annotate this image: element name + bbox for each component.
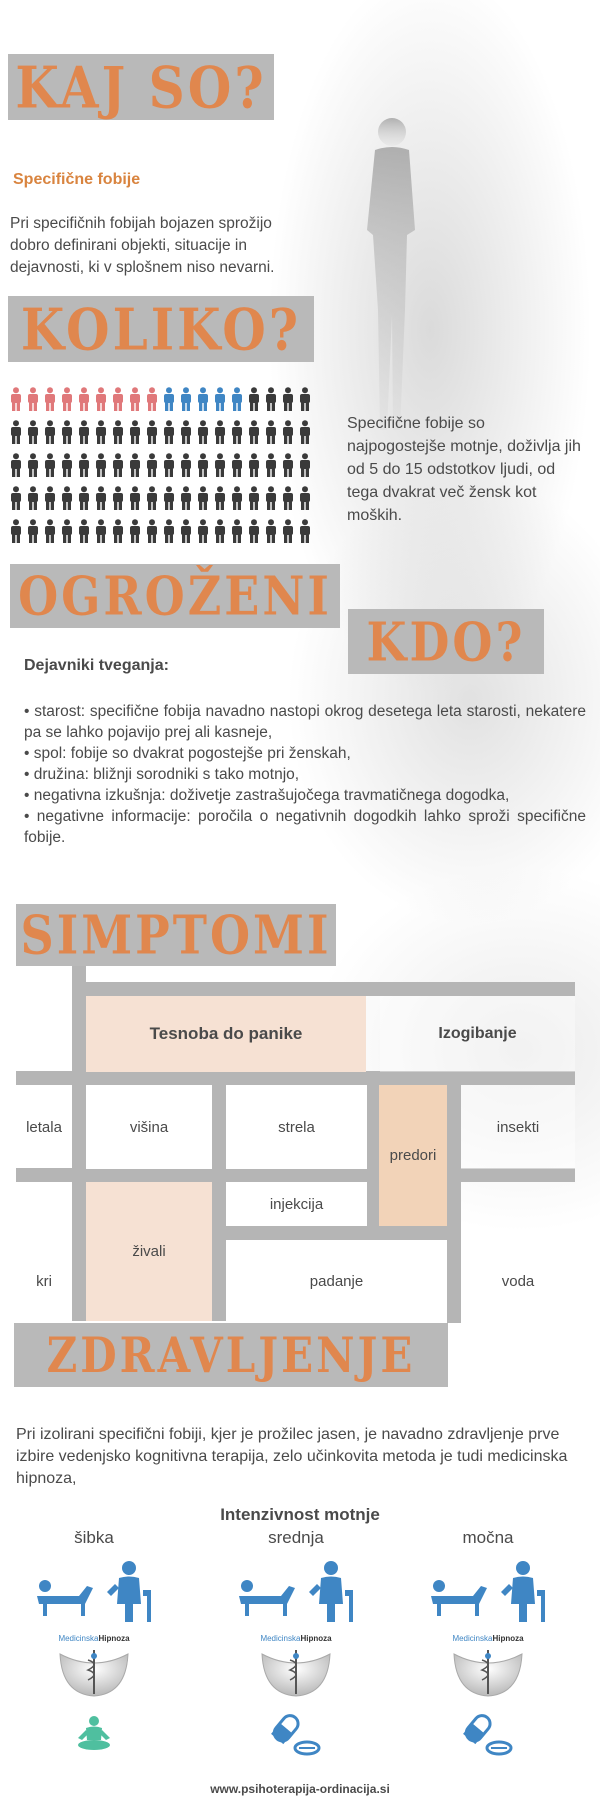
- person-neutral-icon: [297, 387, 313, 411]
- person-female-icon: [127, 387, 143, 411]
- person-male-icon: [178, 387, 194, 411]
- person-neutral-icon: [229, 486, 245, 510]
- person-neutral-icon: [178, 486, 194, 510]
- person-neutral-icon: [161, 486, 177, 510]
- cell-letala: letala: [26, 1118, 62, 1136]
- person-neutral-icon: [212, 486, 228, 510]
- person-neutral-icon: [280, 420, 296, 444]
- cell-predori: predori: [379, 1085, 447, 1226]
- person-neutral-icon: [178, 453, 194, 477]
- person-neutral-icon: [144, 486, 160, 510]
- intensity-column: [206, 1528, 386, 1756]
- person-neutral-icon: [76, 453, 92, 477]
- person-male-icon: [212, 387, 228, 411]
- cell-injekcija: injekcija: [226, 1182, 367, 1226]
- heading-simptomi: SIMPTOMI: [16, 904, 336, 966]
- cell-padanje: padanje: [226, 1240, 447, 1323]
- person-neutral-icon: [25, 420, 41, 444]
- person-female-icon: [25, 387, 41, 411]
- person-neutral-icon: [212, 453, 228, 477]
- person-neutral-icon: [59, 420, 75, 444]
- medicinska-hipnoza-logo: [256, 1634, 336, 1700]
- person-neutral-icon: [93, 486, 109, 510]
- person-neutral-icon: [263, 387, 279, 411]
- person-neutral-icon: [229, 519, 245, 543]
- risk-factors-title: Dejavniki tveganja:: [24, 657, 169, 674]
- heading-ogrozeni: OGROŽENI: [10, 564, 340, 628]
- cell-strela: strela: [226, 1085, 367, 1169]
- person-female-icon: [59, 387, 75, 411]
- intensity-column: [4, 1528, 184, 1754]
- person-neutral-icon: [246, 387, 262, 411]
- medication-pills-icon: [269, 1712, 323, 1756]
- person-neutral-icon: [246, 486, 262, 510]
- person-neutral-icon: [42, 486, 58, 510]
- person-neutral-icon: [263, 519, 279, 543]
- person-neutral-icon: [42, 453, 58, 477]
- person-neutral-icon: [110, 420, 126, 444]
- text-kaj-so: Pri specifičnih fobijah bojazen sprožijo dobro definirani objekti, situacije in dejavnosti, ki v splošnem niso nevarni.: [10, 215, 275, 276]
- person-neutral-icon: [127, 453, 143, 477]
- person-neutral-icon: [25, 519, 41, 543]
- person-female-icon: [42, 387, 58, 411]
- person-neutral-icon: [212, 420, 228, 444]
- person-neutral-icon: [263, 486, 279, 510]
- therapy-session-icon: [423, 1560, 553, 1624]
- person-neutral-icon: [144, 519, 160, 543]
- risk-factor-item: • negativna izkušnja: doživetje zastrašujočega travmatičnega dogodka,: [24, 787, 510, 804]
- person-neutral-icon: [297, 420, 313, 444]
- person-neutral-icon: [59, 519, 75, 543]
- intensity-level-label: šibka: [74, 1528, 114, 1547]
- risk-factor-item: • družina: bližnji sorodniki s tako motnjo,: [24, 766, 300, 783]
- person-neutral-icon: [246, 453, 262, 477]
- person-neutral-icon: [59, 453, 75, 477]
- person-neutral-icon: [246, 519, 262, 543]
- risk-factor-item: • spol: fobije so dvakrat pogostejše pri ženskah,: [24, 745, 351, 762]
- person-neutral-icon: [229, 420, 245, 444]
- person-neutral-icon: [212, 519, 228, 543]
- person-neutral-icon: [195, 420, 211, 444]
- person-neutral-icon: [25, 453, 41, 477]
- logo-text-medicinska: Medicinska: [260, 1634, 301, 1643]
- risk-factors-list: [24, 701, 586, 848]
- person-neutral-icon: [246, 420, 262, 444]
- logo-text-medicinska: Medicinska: [452, 1634, 493, 1643]
- person-neutral-icon: [42, 519, 58, 543]
- person-neutral-icon: [144, 420, 160, 444]
- person-neutral-icon: [8, 486, 24, 510]
- person-neutral-icon: [8, 453, 24, 477]
- person-neutral-icon: [178, 420, 194, 444]
- risk-factor-item: • starost: specifične fobija navadno nastopi okrog desetega leta starosti, nekatere pa se lahko pojavijo prej ali kasneje,: [24, 703, 586, 741]
- heading-koliko: KOLIKO?: [8, 296, 314, 362]
- cell-voda: voda: [501, 1273, 535, 1290]
- person-neutral-icon: [8, 519, 24, 543]
- hypnosis-emblem-icon: [256, 1634, 336, 1700]
- footer-url[interactable]: www.psihoterapija-ordinacija.si: [210, 1782, 390, 1796]
- person-neutral-icon: [280, 387, 296, 411]
- medicinska-hipnoza-logo: [448, 1634, 528, 1700]
- heading-zdravljenje: ZDRAVLJENJE: [14, 1323, 448, 1387]
- person-neutral-icon: [110, 519, 126, 543]
- text-koliko: Specifične fobije so najpogostejše motnje, doživlja jih od 5 do 15 odstotkov ljudi, od tega dvakrat več žensk kot moških.: [347, 415, 581, 524]
- person-neutral-icon: [195, 486, 211, 510]
- medication-pills-icon: [461, 1712, 515, 1756]
- person-neutral-icon: [178, 519, 194, 543]
- person-neutral-icon: [144, 453, 160, 477]
- therapy-session-icon: [29, 1560, 159, 1624]
- cell-tesnoba-do-panike: Tesnoba do panike: [86, 996, 366, 1072]
- person-neutral-icon: [127, 519, 143, 543]
- cell-kri: kri: [36, 1273, 52, 1290]
- person-neutral-icon: [59, 486, 75, 510]
- cell-insekti: insekti: [461, 1085, 575, 1169]
- logo-text-hipnoza: Hipnoza: [98, 1634, 130, 1643]
- medicinska-hipnoza-logo: [54, 1634, 134, 1700]
- hypnosis-emblem-icon: [54, 1634, 134, 1700]
- person-neutral-icon: [263, 420, 279, 444]
- person-neutral-icon: [297, 486, 313, 510]
- person-neutral-icon: [8, 420, 24, 444]
- person-female-icon: [144, 387, 160, 411]
- person-neutral-icon: [263, 453, 279, 477]
- person-neutral-icon: [127, 486, 143, 510]
- therapy-session-icon: [231, 1560, 361, 1624]
- person-female-icon: [8, 387, 24, 411]
- person-male-icon: [229, 387, 245, 411]
- person-neutral-icon: [76, 486, 92, 510]
- person-neutral-icon: [280, 453, 296, 477]
- person-neutral-icon: [42, 420, 58, 444]
- subtitle-specific-phobias: Specifične fobije: [13, 171, 141, 188]
- logo-text-hipnoza: Hipnoza: [300, 1634, 332, 1643]
- person-neutral-icon: [161, 453, 177, 477]
- person-neutral-icon: [25, 486, 41, 510]
- person-neutral-icon: [280, 519, 296, 543]
- person-neutral-icon: [93, 453, 109, 477]
- intensity-level-label: srednja: [268, 1528, 324, 1547]
- person-neutral-icon: [229, 453, 245, 477]
- person-neutral-icon: [110, 453, 126, 477]
- person-male-icon: [161, 387, 177, 411]
- person-neutral-icon: [297, 519, 313, 543]
- person-neutral-icon: [161, 420, 177, 444]
- heading-kaj-so: KAJ SO?: [8, 54, 274, 120]
- cell-izogibanje: Izogibanje: [380, 996, 575, 1072]
- person-neutral-icon: [76, 519, 92, 543]
- person-neutral-icon: [161, 519, 177, 543]
- risk-factor-item: • negativne informacije: poročila o negativnih dogodkih lahko sproži specifične fobije.: [24, 808, 586, 846]
- person-neutral-icon: [110, 486, 126, 510]
- person-female-icon: [76, 387, 92, 411]
- logo-text-medicinska: Medicinska: [58, 1634, 99, 1643]
- person-neutral-icon: [280, 486, 296, 510]
- intensity-title: Intenzivnost motnje: [220, 1505, 380, 1524]
- person-neutral-icon: [297, 453, 313, 477]
- person-neutral-icon: [127, 420, 143, 444]
- text-zdravljenje: Pri izolirani specifični fobiji, kjer je prožilec jasen, je navadno zdravljenje prve izbire vedenjsko kognitivna terapija, zelo učinkovita metoda je tudi medicinska hipnoza,: [16, 1426, 568, 1487]
- intensity-level-label: močna: [462, 1528, 514, 1547]
- person-female-icon: [110, 387, 126, 411]
- heading-kdo: KDO?: [348, 609, 544, 674]
- intensity-column: [398, 1528, 578, 1756]
- person-neutral-icon: [195, 453, 211, 477]
- cell-visina: višina: [86, 1085, 212, 1169]
- logo-text-hipnoza: Hipnoza: [492, 1634, 524, 1643]
- meditation-icon: [74, 1714, 114, 1754]
- people-icon-grid: [8, 387, 318, 552]
- person-neutral-icon: [195, 519, 211, 543]
- cell-zivali: živali: [86, 1182, 212, 1321]
- person-male-icon: [195, 387, 211, 411]
- hypnosis-emblem-icon: [448, 1634, 528, 1700]
- walking-figure-silhouette: [345, 110, 435, 440]
- person-neutral-icon: [93, 420, 109, 444]
- person-female-icon: [93, 387, 109, 411]
- person-neutral-icon: [76, 420, 92, 444]
- person-neutral-icon: [93, 519, 109, 543]
